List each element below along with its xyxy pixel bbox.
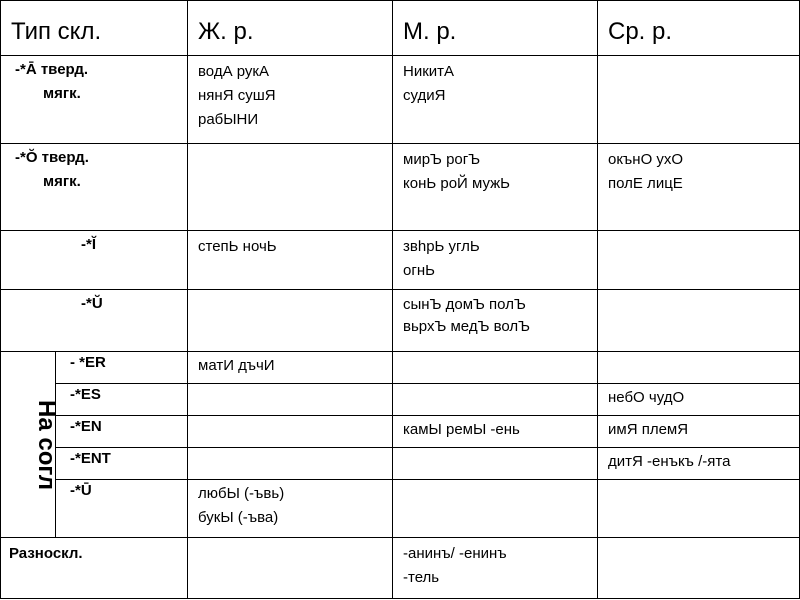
en-neuter: имЯ племЯ: [598, 416, 800, 448]
type-o-stem: -*Ŏ тверд. мягк.: [1, 144, 188, 231]
type-ent-stem: -*ENT: [56, 448, 188, 480]
type-a-stem: -*Ā тверд. мягк.: [1, 56, 188, 144]
row-ent-stem: [1, 448, 800, 480]
uu-neuter: [598, 480, 800, 538]
type-i-stem: -*Ĭ: [1, 231, 188, 290]
type-en-stem: -*EN: [56, 416, 188, 448]
header-row: [1, 1, 800, 56]
row-es-stem: [1, 384, 800, 416]
ent-feminine: [188, 448, 393, 480]
row-heteroclitic: [1, 538, 800, 599]
row-er-stem: [1, 352, 800, 384]
ent-neuter: дитЯ -енъкъ /-ята: [598, 448, 800, 480]
type-er-stem: - *ER: [56, 352, 188, 384]
es-feminine: [188, 384, 393, 416]
row-i-stem: [1, 231, 800, 290]
row-a-stem: [1, 56, 800, 144]
a-neuter: [598, 56, 800, 144]
er-neuter: [598, 352, 800, 384]
header-masculine: М. р.: [393, 1, 598, 56]
row-u-stem: [1, 290, 800, 352]
o-masculine: мирЪ рогЪ конЬ роЙ мужЬ: [393, 144, 598, 231]
i-feminine: степЬ ночЬ: [188, 231, 393, 290]
header-neuter: Ср. р.: [598, 1, 800, 56]
uu-masculine: [393, 480, 598, 538]
er-masculine: [393, 352, 598, 384]
er-feminine: матИ дъчИ: [188, 352, 393, 384]
heteroclitic-masculine: -анинъ/ -енинъ -тель: [393, 538, 598, 599]
heteroclitic-neuter: [598, 538, 800, 599]
ent-masculine: [393, 448, 598, 480]
i-neuter: [598, 231, 800, 290]
type-es-stem: -*ES: [56, 384, 188, 416]
en-masculine: камЫ ремЫ -ень: [393, 416, 598, 448]
row-en-stem: [1, 416, 800, 448]
heteroclitic-feminine: [188, 538, 393, 599]
a-feminine: водА рукА нянЯ сушЯ рабЫНИ: [188, 56, 393, 144]
header-type: Тип скл.: [1, 1, 188, 56]
row-o-stem: [1, 144, 800, 231]
row-uu-stem: [1, 480, 800, 538]
type-u-stem: -*Ŭ: [1, 290, 188, 352]
type-uu-stem: -*Ū: [56, 480, 188, 538]
type-heteroclitic: Разноскл.: [1, 538, 188, 599]
es-neuter: небО чудО: [598, 384, 800, 416]
o-feminine: [188, 144, 393, 231]
a-masculine: НикитА судиЯ: [393, 56, 598, 144]
consonant-group-label: На согл: [1, 352, 56, 538]
es-masculine: [393, 384, 598, 416]
u-neuter: [598, 290, 800, 352]
en-feminine: [188, 416, 393, 448]
i-masculine: звһрЬ углЬ огнЬ: [393, 231, 598, 290]
u-feminine: [188, 290, 393, 352]
o-neuter: окънО ухО полЕ лицЕ: [598, 144, 800, 231]
u-masculine: сынЪ домЪ полЪ вьрхЪ медЪ волЪ: [393, 290, 598, 352]
header-feminine: Ж. р.: [188, 1, 393, 56]
uu-feminine: любЫ (-ъвь) букЫ (-ъва): [188, 480, 393, 538]
